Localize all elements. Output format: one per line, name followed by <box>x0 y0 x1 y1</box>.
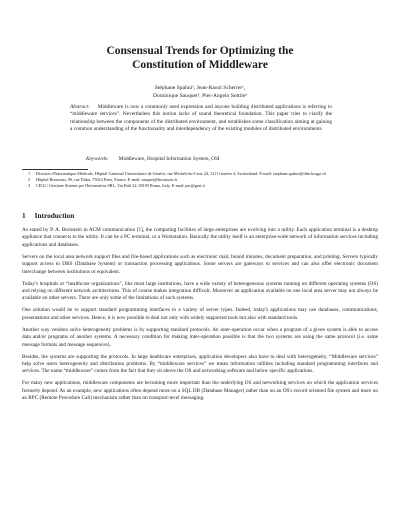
section-title: Introduction <box>34 211 75 220</box>
paragraph: Another way vendors solve heterogeneity problems is by supporting standard protocols. An inter-operation occur when a program of a given system is able to access data and/or programs of another systems. A necessary condition for making inter-operation possible is that the two systems are using the same protocol (i.e. same message formats and message sequences). <box>22 326 378 348</box>
paper-title-line-1: Consensual Trends for Optimizing the <box>106 45 294 57</box>
section-heading <box>22 211 74 220</box>
affiliation-mark-3: 3 <box>28 182 31 188</box>
paragraph: Servers on the local area network support files and file-based applications such as electronic mail, bound minutes, document preparation, and printing. Servers typically support access to DBS (Database System) or transaction processing applications. Some servers are gateways to services and can also offer electronic document interchange between institutions or equivalent. <box>22 253 378 275</box>
footnote-rule <box>22 169 88 170</box>
affiliation-3 <box>22 183 377 189</box>
abstract-text: Middleware is now a commonly used expression and anyone building distributed applications is referring to “middleware services”. Nevertheless this notion lacks of sound theoretical foundation. This paper tries to clarify the relationship between the components of the distributed environment, and establishes some classification aiming at gaining a common understanding of the functionality and interdependency of the existing modules of distributed environments. <box>70 104 332 132</box>
affiliation-text-3: CEGI / Gestione Sistemi per l'Informatica SRL, Via Roli 32, 00195 Roma, Italy. E-mail: pas@gesi.it <box>36 182 205 188</box>
paragraph: For many new applications, middleware components are becoming more important than the underlying OS and networking services on which the application services formerly depend. As an example, new applications often depend more on a SQL DB (Database Manager) rather than on an OS's record oriented file system and more on an RPC (Remote Procedure Call) mechanism rather than on transport-level messaging. <box>22 380 378 402</box>
authors-line-2: Dominique Sauquet², Pier-Angelo Sottile³ <box>153 93 247 99</box>
keywords <box>86 156 336 163</box>
affiliation-mark-1: 1 <box>28 171 31 176</box>
affiliation-mark-2: 2 <box>28 176 31 182</box>
abstract-label: Abstract: <box>70 104 90 110</box>
body-text <box>22 227 378 407</box>
paragraph: One solution would be to support standard programming interfaces to a variety of server types. Indeed, today's applications may use databases, communications, presentations and other services. Hence, it is now possible to deal not only with widely supported tools but also with standard tools. <box>22 307 378 321</box>
paragraph: Besides, the systems are supporting the protocols. In large healthcare enterprises, application developers also have to deal with heterogeneity. “Middleware services” help solve users heterogeneity and distribution problems. By “middleware services” we mean information utilities including standard programming interfaces and services. The name “middleware” comes from the fact that they sit above the OS and networking software and below specific applications. <box>22 353 378 375</box>
keywords-label: Keywords: <box>86 156 109 162</box>
paper-title-line-2: Constitution of Middleware <box>132 59 268 71</box>
authors-line-1: Stéphane Spahni¹, Jean-Raoul Scherrer¹, <box>154 85 246 91</box>
keywords-text: Middleware, Hospital Information System, OSI <box>118 156 220 162</box>
affiliations <box>22 171 377 189</box>
affiliation-text-1: Division d'Informatique Médicale, Hôpital Cantonal Universitaire de Genève, rue Micheli-du-Crest 24, 1211 Genève 4, Switzerland. E-mail: stephane.spahni@dim.hcuge.ch <box>36 171 327 176</box>
paragraph: Today's hospitals or “healthcare organizations”, like most large institutions, have a wide variety of heterogeneous systems running on different operating systems (OS) and relying on different network architectures. This of course makes integration difficult. Moreover an application available on one local area server may not always be available on other servers. There are only some of the limitations of such systems. <box>22 280 378 302</box>
paragraph: As stated by P. A. Bernstein in ACM communication [1], the computing facilities of large enterprises are evolving into a utility. Each application terminal is a desktop appliance that connects to the utility. It can be a PC terminal, or a Workstation. Basically the utility itself is an enterprise-wide network of information services including applications and databases. <box>22 227 378 248</box>
affiliation-text-2: Hôpital Broussais, 96, rue Didot, 75014 Paris, France. E-mail: sauquet@broussais.fr <box>36 176 178 182</box>
section-number: 1 <box>22 211 26 220</box>
abstract <box>70 104 332 133</box>
